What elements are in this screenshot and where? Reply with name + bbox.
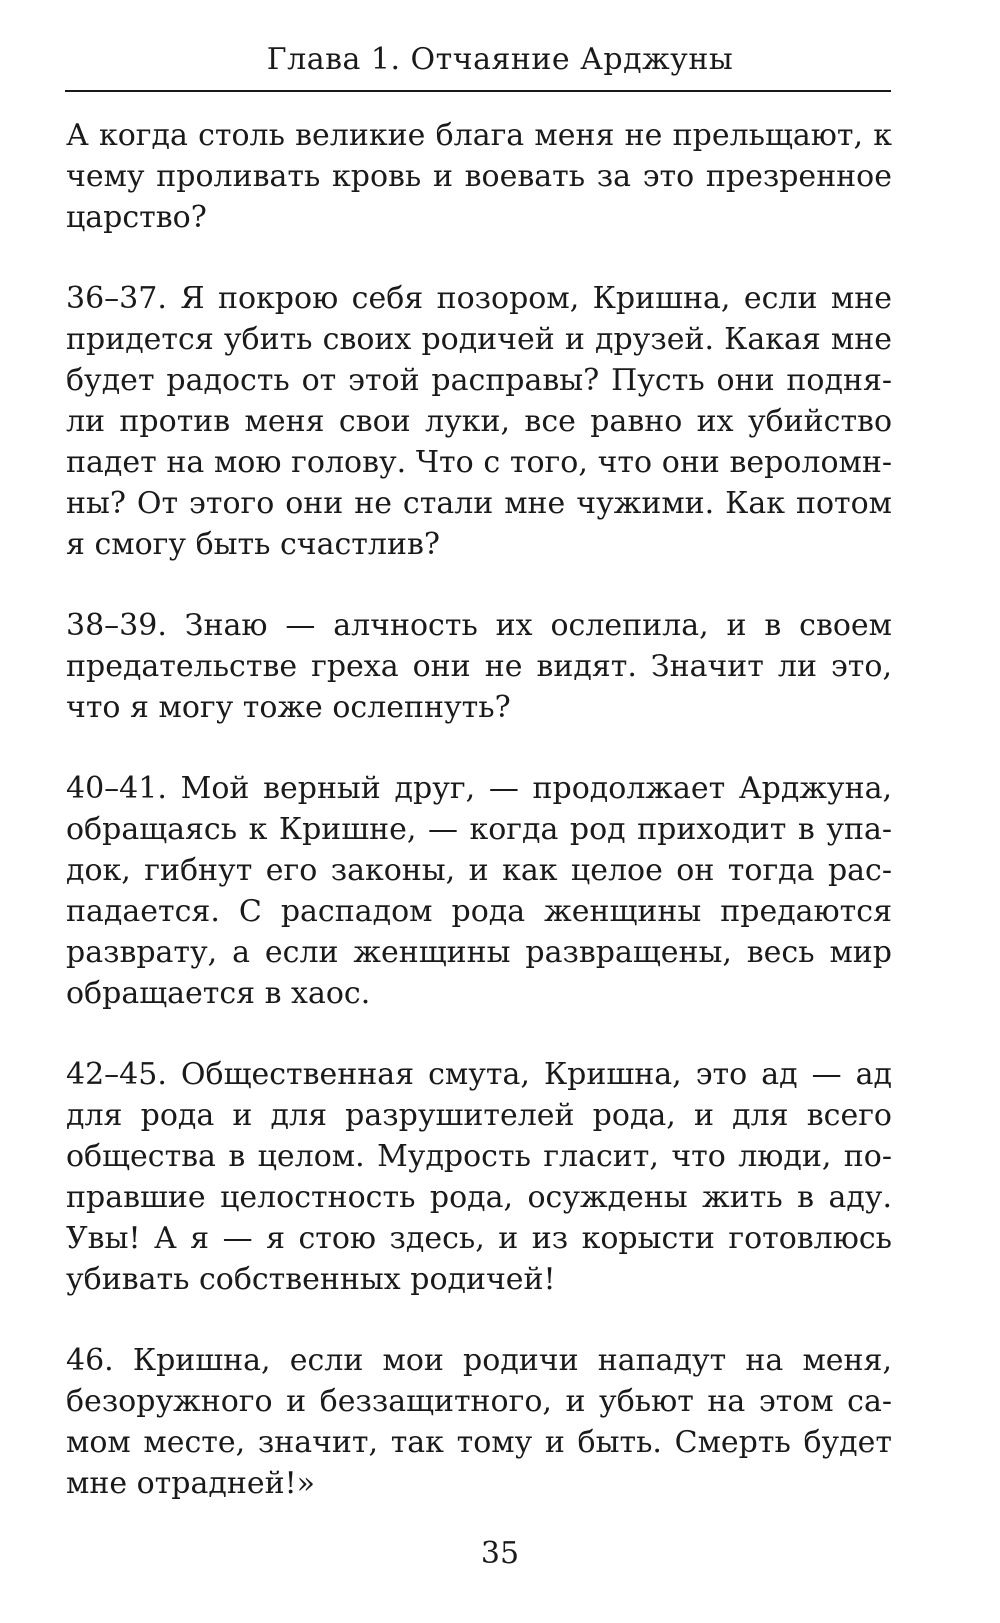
text-line: падет на мою голову. Что с того, что они вероломн- [66, 445, 892, 480]
text-line: безоружного и беззащитного, и убьют на этом са- [66, 1384, 892, 1419]
text-line: ны? От этого они не стали мне чужими. Как потом [66, 486, 892, 521]
text-line: падается. С распадом рода женщины предаются [66, 894, 892, 929]
text-line: что я могу тоже ослепнуть? [66, 690, 511, 725]
text-line: царство? [66, 200, 207, 235]
text-line: 42–45. Общественная смута, Кришна, это ад — ад [66, 1057, 892, 1092]
paragraph [66, 1054, 892, 1300]
text-line: обращается в хаос. [66, 976, 371, 1011]
text-line: ли против меня свои луки, все равно их убийство [66, 404, 892, 439]
text-line: 46. Кришна, если мои родичи нападут на меня, [66, 1343, 892, 1378]
running-head: Глава 1. Отчаяние Арджуны [266, 42, 734, 77]
text-line: правшие целостность рода, осуждены жить в аду. [66, 1180, 892, 1215]
text-line: общества в целом. Мудрость гласит, что люди, по- [66, 1139, 892, 1174]
paragraph [66, 768, 892, 1014]
paragraph [66, 1340, 892, 1504]
paragraph [66, 115, 892, 238]
text-line: придется убить своих родичей и друзей. Какая мне [66, 322, 892, 357]
text-line: 40–41. Мой верный друг, — продолжает Арджуна, [66, 771, 892, 806]
paragraph [66, 278, 892, 565]
text-line: обращаясь к Кришне, — когда род приходит в упа- [66, 812, 892, 847]
text-line: я смогу быть счастлив? [66, 527, 440, 562]
text-line: док, гибнут его законы, и как целое он тогда рас- [66, 853, 892, 888]
text-line: 36–37. Я покрою себя позором, Кришна, если мне [66, 281, 892, 316]
text-line: предательстве греха они не видят. Значит ли это, [66, 649, 892, 684]
text-line: Увы! А я — я стою здесь, и из корысти готовлюсь [66, 1221, 892, 1256]
text-line: убивать собственных родичей! [66, 1262, 556, 1297]
text-line: мне отрадней!» [66, 1466, 315, 1501]
paragraph [66, 605, 892, 728]
text-line: чему проливать кровь и воевать за это презренное [66, 159, 892, 194]
header-rule [65, 90, 891, 92]
text-line: А когда столь великие блага меня не прельщают, к [66, 118, 892, 153]
text-line: мом месте, значит, так тому и быть. Смерть будет [66, 1425, 892, 1460]
body-text [66, 115, 892, 1544]
text-line: будет радость от этой расправы? Пусть они подня- [66, 363, 892, 398]
page-number: 35 [480, 1536, 520, 1571]
text-line: 38–39. Знаю — алчность их ослепила, и в своем [66, 608, 892, 643]
text-line: разврату, а если женщины развращены, весь мир [66, 935, 892, 970]
text-line: для рода и для разрушителей рода, и для всего [66, 1098, 892, 1133]
